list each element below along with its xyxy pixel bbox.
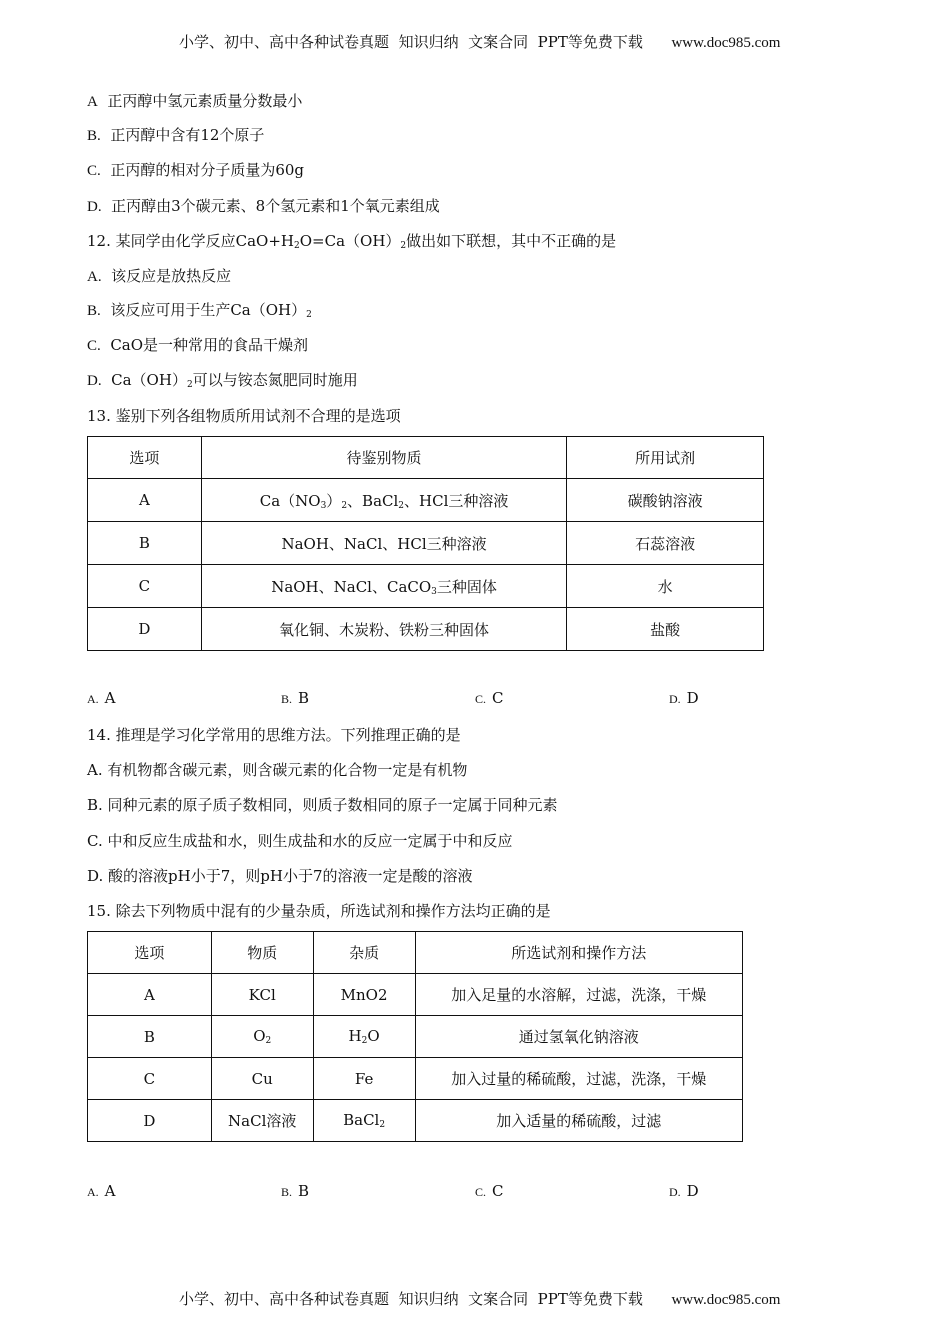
cell-option: C (88, 565, 202, 608)
cell-substance: $O_2$ (211, 1016, 313, 1058)
cell-method: 通过氢氧化钠溶液 (415, 1016, 742, 1058)
q13-answer-a: A. A (87, 689, 116, 707)
q13-row-b (88, 522, 764, 565)
q11-option-a: A 正丙醇中氢元素质量分数最小 (87, 92, 303, 110)
q14-stem: 14. 推理是学习化学常用的思维方法。下列推理正确的是 (87, 726, 461, 744)
q15-row-d (88, 1100, 743, 1142)
cell-substances: NaOH、NaCl、CaCO$_3$三种固体 (201, 565, 566, 608)
footer-text: 小学、初中、高中各种试卷真题 知识归纳 文案合同 PPT等免费下载 (179, 1290, 643, 1308)
q15-answer-d: D. D (669, 1182, 699, 1200)
q15-stem: 15. 除去下列物质中混有的少量杂质，所选试剂和操作方法均正确的是 (87, 902, 551, 920)
cell-impurity: Fe (313, 1058, 415, 1100)
q13-stem: 13. 鉴别下列各组物质所用试剂不合理的是选项 (87, 407, 401, 425)
q13-row-c (88, 565, 764, 608)
cell-option: D (88, 608, 202, 651)
q13-answer-c: C. C (475, 689, 504, 707)
cell-substance: NaCl溶液 (211, 1100, 313, 1142)
q12-option-a: A. 该反应是放热反应 (87, 267, 232, 285)
q15-row-c (88, 1058, 743, 1100)
q14-option-d: D. 酸的溶液pH小于7，则pH小于7的溶液一定是酸的溶液 (87, 867, 473, 885)
q15-row-b (88, 1016, 743, 1058)
q13-table (87, 436, 764, 651)
q15-row-a (88, 974, 743, 1016)
q15-answer-c: C. C (475, 1182, 504, 1200)
cell-impurity: BaCl$_2$ (313, 1100, 415, 1142)
q13-col-substances: 待鉴别物质 (201, 437, 566, 479)
cell-option: B (88, 1016, 212, 1058)
q13-col-reagent: 所用试剂 (567, 437, 764, 479)
q14-option-a: A. 有机物都含碳元素，则含碳元素的化合物一定是有机物 (87, 761, 468, 779)
cell-reagent: 盐酸 (567, 608, 764, 651)
cell-substance: KCl (211, 974, 313, 1016)
q15-answer-a: A. A (87, 1182, 116, 1200)
q13-col-option: 选项 (88, 437, 202, 479)
q13-row-a (88, 479, 764, 522)
cell-reagent: 水 (567, 565, 764, 608)
q13-header-row (88, 437, 764, 479)
cell-substance: Cu (211, 1058, 313, 1100)
q11-option-d: D. 正丙醇由3个碳元素、8个氢元素和1个氧元素组成 (87, 197, 440, 215)
q13-answer-d: D. D (669, 689, 699, 707)
q13-row-d (88, 608, 764, 651)
q14-option-c: C. 中和反应生成盐和水，则生成盐和水的反应一定属于中和反应 (87, 832, 513, 850)
cell-method: 加入足量的水溶解，过滤，洗涤，干燥 (415, 974, 742, 1016)
q12-option-b: B. 该反应可用于生产$Ca(OH)_2$ (87, 301, 312, 320)
q15-col-option: 选项 (88, 932, 212, 974)
q15-col-method: 所选试剂和操作方法 (415, 932, 742, 974)
cell-option: B (88, 522, 202, 565)
cell-reagent: 石蕊溶液 (567, 522, 764, 565)
q13-answer-b: B. B (281, 689, 310, 707)
q15-col-substance: 物质 (211, 932, 313, 974)
q11-option-c: C. 正丙醇的相对分子质量为60g (87, 161, 305, 179)
cell-option: A (88, 479, 202, 522)
cell-option: C (88, 1058, 212, 1100)
page-header (0, 13, 950, 52)
page-footer (0, 1270, 950, 1309)
q15-table (87, 931, 743, 1142)
cell-impurity: MnO2 (313, 974, 415, 1016)
q12-option-c: C. CaO是一种常用的食品干燥剂 (87, 336, 309, 354)
cell-option: A (88, 974, 212, 1016)
header-site[interactable]: www.doc985.com (671, 35, 781, 51)
q12-option-d: D. $Ca(OH)_2$可以与铵态氮肥同时施用 (87, 371, 358, 390)
q15-col-impurity: 杂质 (313, 932, 415, 974)
cell-method: 加入适量的稀硫酸，过滤 (415, 1100, 742, 1142)
cell-substances: 氧化铜、木炭粉、铁粉三种固体 (201, 608, 566, 651)
q14-option-b: B. 同种元素的原子质子数相同，则质子数相同的原子一定属于同种元素 (87, 796, 558, 814)
cell-substances: $Ca(NO_3)_2$、BaCl$_2$、HCl三种溶液 (201, 479, 566, 522)
q15-header-row (88, 932, 743, 974)
q11-option-b: B. 正丙醇中含有12个原子 (87, 126, 265, 144)
q15-answer-b: B. B (281, 1182, 310, 1200)
cell-option: D (88, 1100, 212, 1142)
header-text: 小学、初中、高中各种试卷真题 知识归纳 文案合同 PPT等免费下载 (179, 33, 643, 51)
cell-method: 加入过量的稀硫酸，过滤，洗涤，干燥 (415, 1058, 742, 1100)
footer-site[interactable]: www.doc985.com (671, 1292, 781, 1308)
cell-reagent: 碳酸钠溶液 (567, 479, 764, 522)
q12-stem: 12. 某同学由化学反应$CaO+H_2O=Ca(OH)_2$做出如下联想，其中不正确的是 (87, 232, 617, 251)
cell-impurity: $H_2O$ (313, 1016, 415, 1058)
cell-substances: NaOH、NaCl、HCl三种溶液 (201, 522, 566, 565)
